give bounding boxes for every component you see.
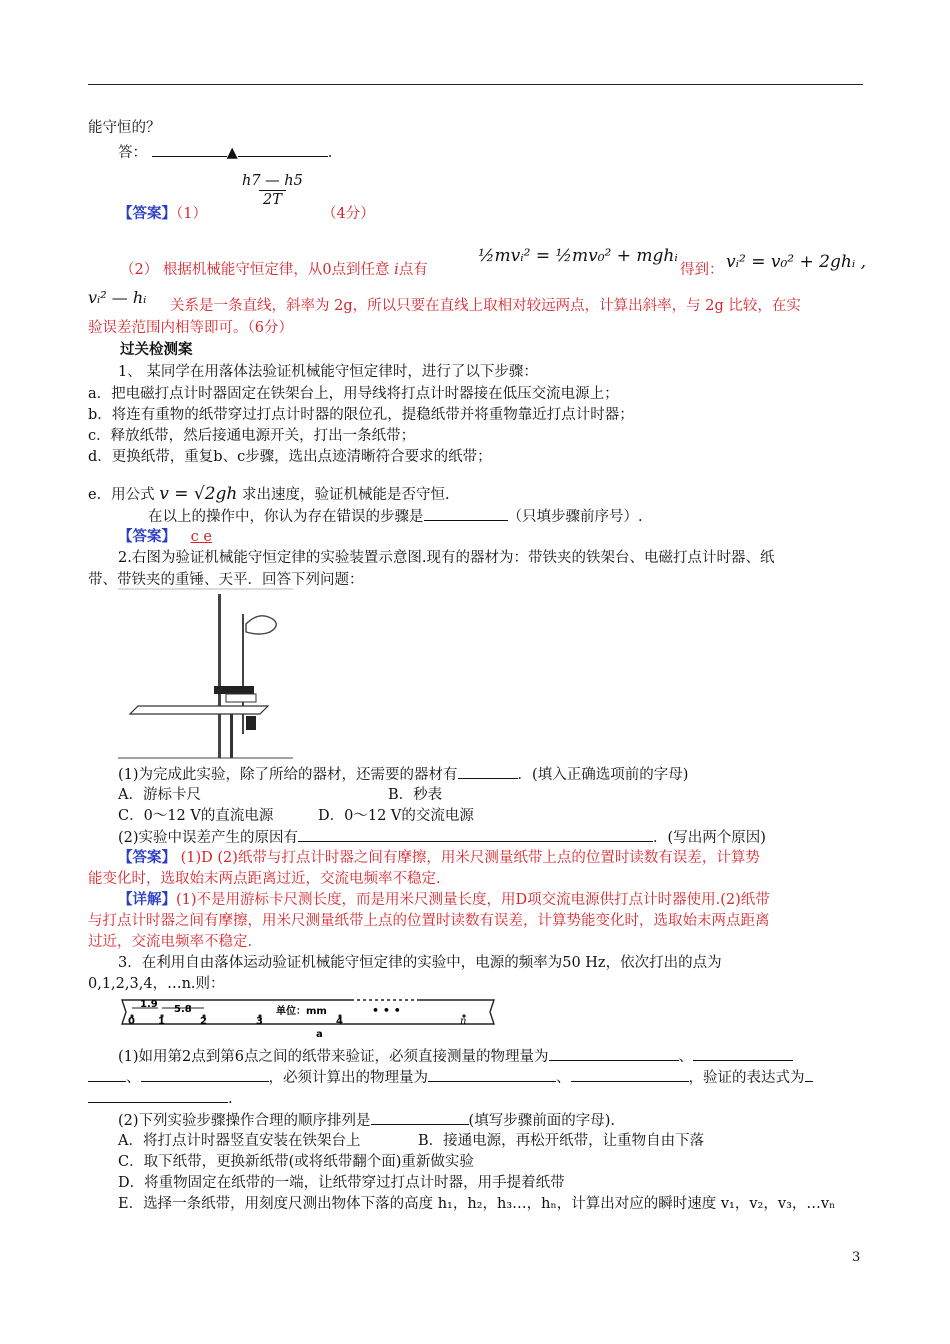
page-number: 3 (852, 1250, 861, 1265)
q3-p1b-text: ，必须计算出的物理量为 (268, 1070, 428, 1086)
q1-step-e (88, 484, 450, 505)
q3-step-c: C．取下纸带，更换新纸带(或将纸带翻个面)重新做实验 (118, 1154, 474, 1170)
table-leg (230, 714, 233, 758)
tape-label-n: n (460, 1016, 467, 1027)
q2-p1-tail: ．(填入正确选项前的字母) (517, 767, 689, 783)
q3-step-a: A．将打点计时器竖直安装在铁架台上 (118, 1133, 361, 1149)
q1-answer-value: c e (190, 529, 212, 545)
table-top (130, 706, 268, 714)
q3-part1-line1 (118, 1046, 793, 1067)
q2-p2-text: (2)实验中误差产生的原因有 (118, 830, 299, 846)
part2-var: i (394, 262, 399, 278)
q1-answer-tag: 【答案】 (118, 528, 176, 545)
answer-line (118, 142, 332, 163)
answer-blank-2 (238, 142, 328, 157)
q3-blank-5[interactable] (571, 1067, 689, 1082)
continued-text: 能守恒的？ (88, 120, 161, 136)
q3-step-d: D．将重物固定在纸带的一端，让纸带穿过打点计时器，用手提着纸带 (118, 1175, 565, 1191)
tape-caption: a (316, 1029, 323, 1040)
apparatus-figure (118, 586, 298, 761)
q2-detail-tag: 【详解】 (118, 891, 176, 908)
q3-step-e: E．选择一条纸带，用刻度尺测出物体下落的高度 h₁，h₂，h₃…，hₙ，计算出对应的瞬时速度 v₁，v₂，v₃，…vₙ (118, 1196, 836, 1212)
q3-step-b: B．接通电源，再松开纸带，让重物自由下落 (418, 1133, 705, 1149)
q2-part1 (118, 764, 688, 785)
q1-e-formula: v = √2gh (159, 484, 238, 504)
q2-p2-tail: ．(写出两个原因) (653, 830, 766, 846)
q2-p2-blank[interactable] (298, 827, 653, 842)
q2-answer-1 (118, 848, 760, 868)
q3-p2-blank[interactable] (371, 1110, 469, 1125)
q2-stem-2: 带、带铁夹的重锤、天平．回答下列问题： (88, 572, 364, 588)
clamp-block (214, 686, 254, 694)
part2-text (120, 260, 428, 280)
q1-e-post: 求出速度，验证机械能是否守恒. (241, 487, 450, 503)
timer-box (226, 694, 256, 702)
q2-detail-2: 与打点计时器之间有摩擦，用米尺测量纸带上点的位置时读数有误差，计算势能变化时，选取始末两点距离 (88, 913, 770, 929)
tape-label-3: 3 (256, 1016, 263, 1027)
q2-answer-2: 能变化时，选取始末两点距离过近，交流电频率不稳定. (88, 871, 441, 887)
triangle-mark: ▲ (226, 145, 238, 161)
q2-p1-text: (1)为完成此实验，除了所给的器材，还需要的器材有 (118, 767, 458, 783)
q3-p2-text: (2)下列实验步骤操作合理的顺序排列是 (118, 1113, 371, 1129)
q1-step-a: a．把电磁打点计时器固定在铁架台上，用导线将打点计时器接在低压交流电源上； (88, 386, 619, 402)
q3-part1-line3: . (88, 1088, 233, 1109)
answer-prefix: 答： (118, 145, 147, 161)
q3-blank-4[interactable] (428, 1067, 556, 1082)
q3-blank-2b[interactable] (88, 1067, 126, 1082)
score-1: （4分） (322, 206, 375, 222)
relation-label: vᵢ² — hᵢ (88, 288, 147, 307)
q3-p2-tail: (填写步骤前面的字母). (468, 1113, 615, 1129)
tape-dots: • • • (372, 1004, 401, 1017)
hand-icon (246, 616, 276, 634)
tape-line (242, 614, 244, 734)
q1-ask-tail: （只填步骤前序号）. (507, 509, 643, 525)
q1-step-d: d．更换纸带，重复b、c步骤，选出点迹清晰符合要求的纸带； (88, 449, 492, 465)
q2-p1-blank[interactable] (458, 764, 518, 779)
q1-blank[interactable] (424, 506, 508, 521)
q3-sep-2: 、 (126, 1070, 141, 1086)
q3-sep-3: 、 (556, 1070, 571, 1086)
explanation-line-2: 验误差范围内相等即可。（6分） (88, 320, 293, 336)
paper-tape-figure (118, 994, 498, 1040)
q1-e-pre: e．用公式 (88, 487, 155, 503)
q1-answer (118, 527, 222, 547)
part2-lead: （2） 根据机械能守恒定律，从0点到任意 (120, 262, 390, 278)
q3-blank-6b[interactable] (88, 1088, 228, 1103)
answer-part1 (118, 204, 207, 224)
q3-p1-text: (1)如用第2点到第6点之间的纸带来验证，必须直接测量的物理量为 (118, 1049, 549, 1065)
q3-blank-6a[interactable] (805, 1067, 813, 1082)
answer-tag: 【答案】 (118, 205, 176, 222)
tape-unit: 单位：mm (276, 1006, 327, 1017)
energy-equation: ½mvᵢ² = ½mv₀² + mghᵢ (478, 246, 678, 266)
tape-label-4: 4 (336, 1016, 343, 1027)
section-title: 过关检测案 (120, 341, 193, 358)
tape-dist-1: 1.9 (140, 999, 158, 1010)
q2-detail-text-1: (1)不是用游标卡尺测长度，而是用米尺测量长度，用D项交流电源供打点计时器使用.(2)纸带 (176, 892, 770, 908)
part2-tail: 点有 (398, 262, 428, 278)
explanation-line-1: 关系是一条直线，斜率为 2g，所以只要在直线上取相对较远两点，计算出斜率，与 2g 比较，在实 (170, 298, 801, 314)
q2-part2 (118, 827, 766, 848)
header-rule (88, 84, 863, 85)
q2-opt-d: D．0～12 V的交流电源 (318, 808, 474, 824)
fraction (238, 172, 307, 209)
q1-ask (148, 506, 643, 527)
q2-stem-1: 2.右图为验证机械能守恒定律的实验装置示意图.现有的器材为：带铁夹的铁架台、电磁打点计时器、纸 (118, 550, 775, 566)
q2-answer-tag: 【答案】 (118, 849, 176, 866)
tape-label-1: 1 (158, 1016, 165, 1027)
q2-answer-text-1: (1)D (2)纸带与打点计时器之间有摩擦，用米尺测量纸带上点的位置时读数有误差，计算势 (180, 850, 760, 866)
velocity-equation: vᵢ² = v₀² + 2ghᵢ , (726, 252, 867, 272)
fraction-denominator: 2T (259, 190, 286, 209)
answer-blank (152, 142, 227, 157)
part1-label: （1） (176, 206, 207, 222)
fraction-h7-h5 (238, 172, 307, 209)
q3-stem-2: 0,1,2,3,4，…n.则： (88, 976, 225, 992)
q2-opt-c: C．0～12 V的直流电源 (118, 808, 274, 824)
q2-detail-3: 过近，交流电频率不稳定. (88, 934, 253, 950)
tape-dist-2: 5.8 (174, 1004, 192, 1015)
q2-opt-b: B．秒表 (388, 787, 443, 803)
q2-opt-a: A．游标卡尺 (118, 787, 201, 803)
fraction-numerator: h7 — h5 (242, 173, 303, 189)
tape-label-2: 2 (200, 1016, 207, 1027)
q3-sep-1: 、 (678, 1049, 693, 1065)
q1-stem: 1、 某同学在用落体法验证机械能守恒定律时，进行了以下步骤： (118, 364, 538, 380)
period: . (327, 145, 333, 161)
q1-step-c: c．释放纸带，然后接通电源开关，打出一条纸带； (88, 428, 416, 444)
stand-rod (218, 594, 221, 758)
q3-part1-line2 (88, 1067, 813, 1088)
got-label: 得到： (680, 262, 724, 278)
q3-stem-1: 3．在利用自由落体运动验证机械能守恒定律的实验中，电源的频率为50 Hz，依次打出的点为 (118, 955, 722, 971)
q3-blank-1[interactable] (549, 1046, 679, 1061)
q3-part2 (118, 1110, 615, 1131)
q2-detail-1 (118, 890, 770, 910)
tape-label-0: 0 (128, 1016, 135, 1027)
q1-ask-text: 在以上的操作中，你认为存在错误的步骤是 (148, 509, 424, 525)
q3-p1c-text: ，验证的表达式为 (688, 1070, 805, 1086)
q3-blank-2a[interactable] (693, 1046, 793, 1061)
q3-blank-3[interactable] (141, 1067, 269, 1082)
weight-icon (246, 716, 256, 730)
q1-step-b: b．将连有重物的纸带穿过打点计时器的限位孔，提稳纸带并将重物靠近打点计时器； (88, 407, 634, 423)
